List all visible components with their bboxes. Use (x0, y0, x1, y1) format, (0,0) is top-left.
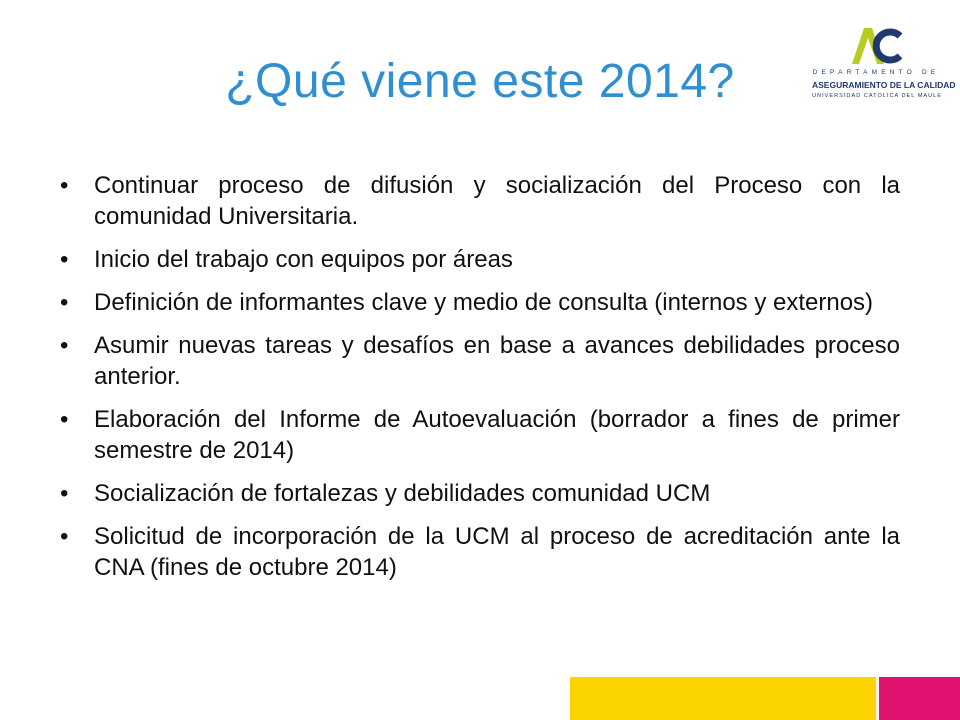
bullet-item (60, 404, 900, 466)
bullet-item (60, 287, 900, 318)
bullet-icon: • (60, 289, 69, 316)
bullet-text: Definición de informantes clave y medio de consulta (internos y externos) (94, 289, 874, 316)
bullet-icon: • (60, 523, 69, 550)
bullet-item (60, 478, 900, 509)
bullet-icon: • (60, 172, 69, 199)
bullet-text: Continuar proceso de difusión y socialización del Proceso con la comunidad Universitaria. (94, 172, 900, 230)
department-logo (812, 26, 956, 106)
bullet-text: Socialización de fortalezas y debilidades comunidad UCM (94, 480, 711, 507)
bullet-icon: • (60, 406, 69, 433)
footer-bar-pink (879, 677, 960, 720)
bullet-item (60, 330, 900, 392)
bullet-text: Solicitud de incorporación de la UCM al proceso de acreditación ante la CNA (fines de octubre 2014) (94, 523, 900, 581)
slide-title: ¿Qué viene este 2014? (225, 55, 735, 108)
logo-text-university: UNIVERSIDAD CATOLICA DEL MAULE (812, 93, 942, 99)
bullet-icon: • (60, 246, 69, 273)
bullet-item (60, 170, 900, 232)
bullet-item (60, 244, 900, 275)
bullet-item (60, 521, 900, 583)
bullet-icon: • (60, 480, 69, 507)
ac-logo-mark (850, 26, 902, 66)
footer-bar-yellow (570, 677, 876, 720)
logo-text-department: DEPARTAMENTO DE (812, 69, 940, 76)
bullet-text: Asumir nuevas tareas y desafíos en base a avances debilidades proceso anterior. (94, 332, 900, 390)
bullet-text: Elaboración del Informe de Autoevaluación (borrador a fines de primer semestre de 2014) (94, 406, 900, 464)
logo-text-quality-assurance: ASEGURAMIENTO DE LA CALIDAD (812, 80, 956, 90)
bullet-list (60, 170, 900, 595)
bullet-text: Inicio del trabajo con equipos por áreas (94, 246, 513, 273)
bullet-icon: • (60, 332, 69, 359)
